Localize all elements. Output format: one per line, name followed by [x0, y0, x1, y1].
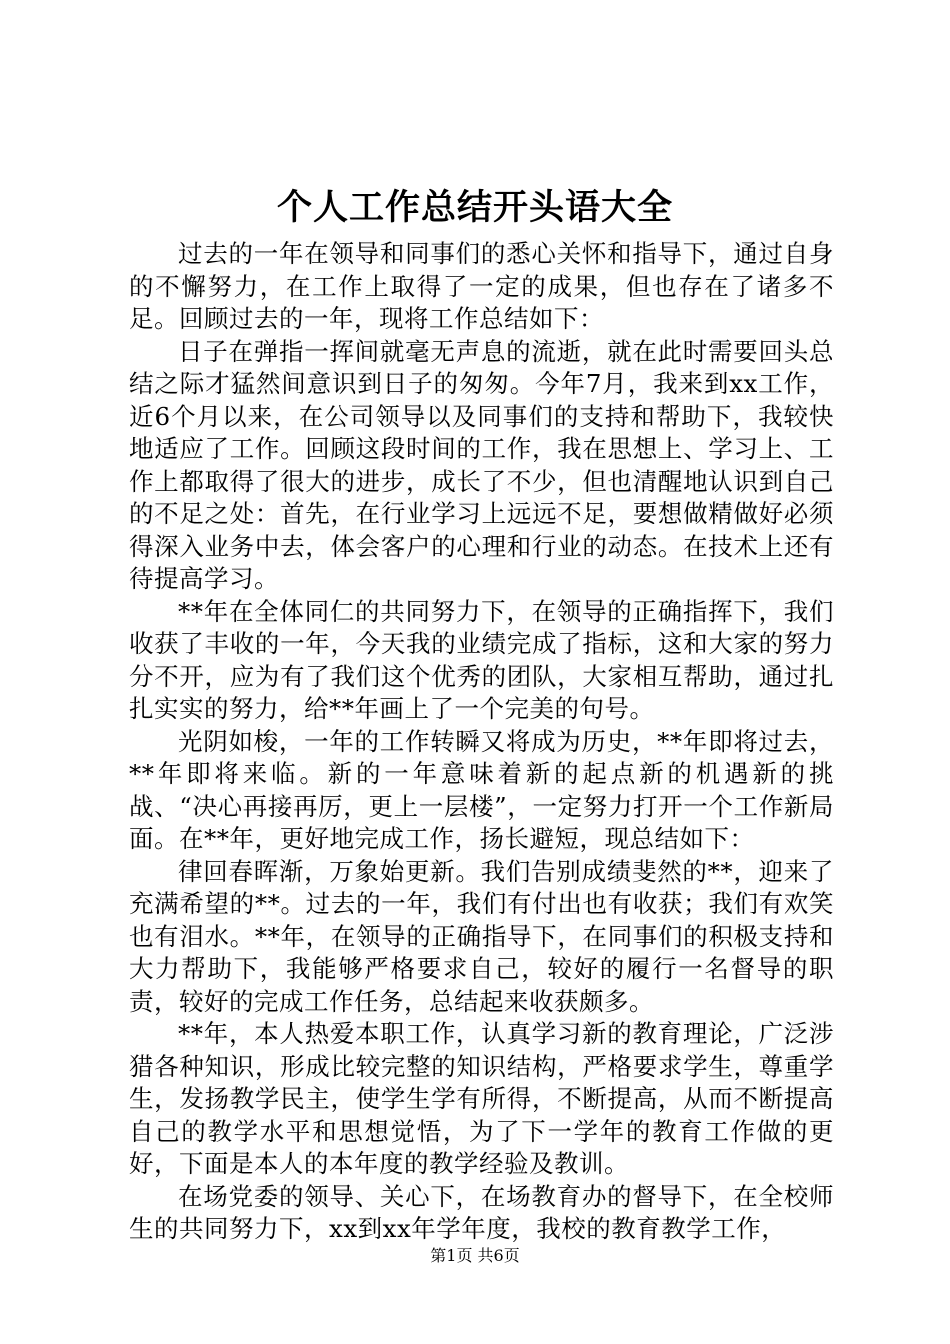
paragraph-4: 光阴如梭，一年的工作转瞬又将成为历史，**年即将过去，**年即将来临。新的一年意味着新的起点新的机遇新的挑战、“决心再接再厉，更上一层楼”，一定努力打开一个工作新局面。在**年，更好地完成工作，扬长避短，现总结如下：: [129, 726, 834, 853]
paragraph-3: **年在全体同仁的共同努力下，在领导的正确指挥下，我们收获了丰收的一年，今天我的业绩完成了指标，这和大家的努力分不开，应为有了我们这个优秀的团队，大家相互帮助，通过扎扎实实的努力，给**年画上了一个完美的句号。: [129, 596, 834, 723]
document-body: [129, 238, 834, 1246]
paragraph-2: 日子在弹指一挥间就毫无声息的流逝，就在此时需要回头总结之际才猛然间意识到日子的匆匆。今年7月，我来到xx工作，近6个月以来，在公司领导以及同事们的支持和帮助下，我较快地适应了工作。回顾这段时间的工作，我在思想上、学习上、工作上都取得了很大的进步，成长了不少，但也清醒地认识到自己的不足之处：首先，在行业学习上远远不足，要想做精做好必须得深入业务中去，体会客户的心理和行业的动态。在技术上还有待提高学习。: [129, 336, 834, 593]
page-footer: [0, 1244, 950, 1268]
paragraph-7: 在场党委的领导、关心下，在场教育办的督导下，在全校师生的共同努力下，xx到xx年学年度，我校的教育教学工作，: [129, 1181, 834, 1243]
paragraph-6: **年，本人热爱本职工作，认真学习新的教育理论，广泛涉猎各种知识，形成比较完整的知识结构，严格要求学生，尊重学生，发扬教学民主，使学生学有所得，不断提高，从而不断提高自己的教学水平和思想觉悟，为了下一学年的教育工作做的更好，下面是本人的本年度的教学经验及教训。: [129, 1019, 834, 1178]
document-title: 个人工作总结开头语大全: [276, 187, 673, 228]
page-number: 第1页 共6页: [430, 1246, 520, 1265]
paragraph-5: 律回春晖渐，万象始更新。我们告别成绩斐然的**，迎来了充满希望的**。过去的一年，我们有付出也有收获；我们有欢笑也有泪水。**年，在领导的正确指导下，在同事们的积极支持和大力帮助下，我能够严格要求自己，较好的履行一名督导的职责，较好的完成工作任务，总结起来收获颇多。: [129, 856, 834, 1016]
paragraph-1: 过去的一年在领导和同事们的悉心关怀和指导下，通过自身的不懈努力，在工作上取得了一定的成果，但也存在了诸多不足。回顾过去的一年，现将工作总结如下：: [129, 239, 834, 333]
